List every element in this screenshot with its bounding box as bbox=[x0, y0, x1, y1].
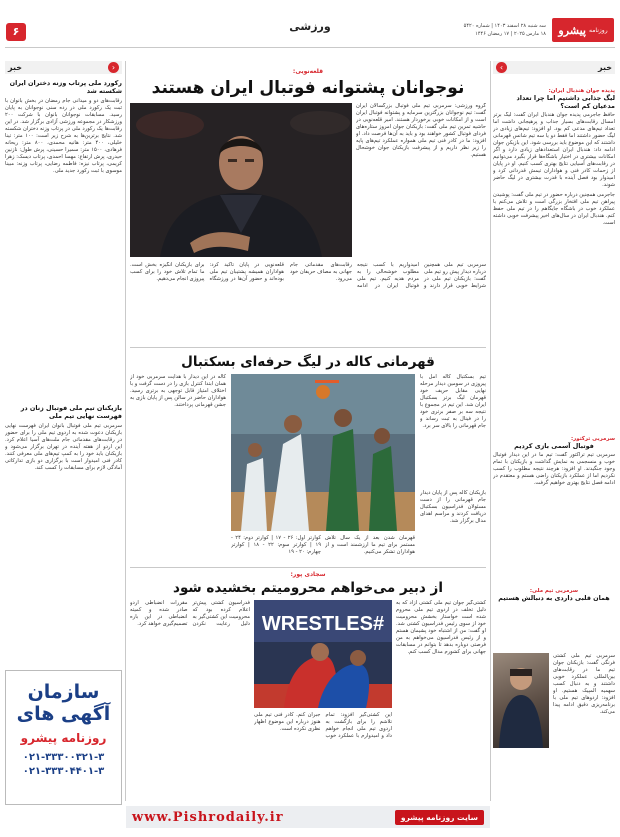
lead-body-2: سرمربی تیم ملی همچنین درباره دیدار پیش رو تیم ملی گفت: بازیکنان تیم ملی در شرایط خوبی قرار دارند و امیدواریم با کسب نتیجه مطلوب خوشحالی را به مردم هدیه کنیم. تیم ملی فوتبال ایران در ادامه رقابت‌های مقدماتی جام جهانی به مصاف حریفان خود می‌رود. bbox=[290, 262, 486, 289]
player-silhouette-icon bbox=[493, 653, 549, 748]
left-headline-2: بازیکنان تیم ملی فوتبال زنان در فهرست نهایی تیم ملی bbox=[20, 404, 122, 420]
wrestling-headline: از دبیر می‌خواهم محرومیتم بخشیده شود bbox=[173, 580, 443, 596]
right-body-1 bbox=[493, 112, 615, 430]
svg-text:#WRESTLES: #WRESTLES bbox=[261, 613, 385, 635]
wrestling-kicker: سجادی پور: bbox=[290, 571, 326, 578]
left-column-divider bbox=[125, 61, 126, 801]
ad-title-2: آگهی های bbox=[16, 703, 111, 725]
arrow-left-icon: ‹ bbox=[108, 62, 119, 73]
left-headline-1: رکورد ملی پرتاب وزنه دختران ایران شکسته شد bbox=[9, 79, 122, 95]
left-section-label: خبر bbox=[8, 63, 23, 72]
page-number-badge: ۶ bbox=[6, 23, 26, 41]
right-body-1a: حافظ جاجرمی پدیده جوان هندبال ایران گفت: لیگ برتر امسال رقابت‌های بسیار جذاب و پرهیجانی داشت اما تعداد تیم‌های مدعی کم بود. او افزود: تیم‌های زیادی در لیگ حضور داشتند اما فقط دو یا سه تیم شانس قهرمانی داشتند که این موضوع باید بررسی شود. این بازیکن جوان ادامه داد: هندبال ایران استعدادهای زیادی دارد و اگر امکانات بیشتری در اختیار باشگاه‌ها قرار بگیرد می‌توانیم در رقابت‌های آسیایی نتایج بهتری کسب کنیم. او در پایان از زحمات کادر فنی و هواداران تیمش قدردانی کرد و امیدوار بود فصل آینده با قدرت بیشتری در لیگ حاضر شوند. bbox=[493, 112, 615, 188]
right-headline-1: لیگ جذابی داشتیم اما چرا تعداد مدعیان کم است؟ bbox=[516, 94, 615, 110]
arrow-right-icon: › bbox=[496, 62, 507, 73]
handball-photo bbox=[493, 653, 549, 748]
footer-bar bbox=[126, 806, 490, 828]
wrestling-photo bbox=[254, 600, 392, 708]
wrestling-body-3: فدراسیون کشتی پیش‌تر اعلام کرده بود که محرومیت این کشتی‌گیر به دلیل رعایت نکردن مقررات انضباطی اردو صادر شده و کمیته انضباطی در این باره تصمیم‌گیری خواهد کرد. bbox=[130, 600, 250, 627]
basketball-photo bbox=[231, 374, 415, 531]
right-section-header bbox=[493, 61, 615, 74]
ad-phone-1[interactable]: ۰۲۱-۳۳۳۰۰۳۲۱-۳ bbox=[22, 752, 105, 763]
basketball-body-4: بازیکنان کاله پس از پایان دیدار جام قهرمانی را از دست مسئولان فدراسیون بسکتبال دریافت کردند و مراسم اهدای مدال برگزار شد. bbox=[420, 490, 486, 524]
left-section-header bbox=[5, 61, 122, 74]
issue-info bbox=[464, 22, 546, 38]
right-kicker-2: سرمربی ترکتور: bbox=[570, 436, 615, 442]
ad-phone-2[interactable]: ۰۲۱-۳۳۳۰۴۴۰۱-۳ bbox=[22, 766, 105, 777]
right-column-divider bbox=[490, 61, 491, 801]
footer-url[interactable]: www.Pishrodaily.ir bbox=[132, 809, 284, 825]
wrestling-match-icon bbox=[254, 600, 392, 708]
ad-box bbox=[5, 670, 122, 805]
masthead bbox=[0, 0, 620, 40]
right-headline-3: همان قلبی داردی به دنبالش هستیم bbox=[498, 594, 610, 602]
coach-portrait-icon bbox=[130, 103, 352, 257]
right-body-1b: جاجرمی همچنین درباره حضور در تیم ملی گفت: پوشیدن پیراهن تیم ملی افتخار بزرگی است و تلاش می‌کنم با عملکرد خوب در باشگاه جایگاهم را در تیم ملی حفظ کنم. هندبال ایران در سال‌های اخیر پیشرفت خوبی داشته است. bbox=[493, 192, 615, 226]
right-column bbox=[493, 61, 615, 781]
ad-title-1: سازمان bbox=[27, 681, 100, 703]
lead-photo bbox=[130, 103, 352, 257]
lead-body-1: گروه ورزشی: سرمربی تیم ملی فوتبال بزرگسالان ایران گفت: تیم نوجوانان بزرگترین سرمایه و پشتوانه فوتبال ایران است و از امکانات خوبی برخوردار هستند. امیر قلعه‌نویی در حاشیه تمرین تیم ملی گفت: بازیکنان جوان امروز ستاره‌های فردای فوتبال کشور خواهند بود و باید به آن‌ها فرصت داد. او افزود: ما در کادر فنی تیم ملی همواره عملکرد تیم‌های پایه را زیر نظر داریم و از پیشرفت بازیکنان جوان خوشحال هستیم. bbox=[356, 103, 486, 158]
basketball-headline: قهرمانی کاله در لیگ حرفه‌ای بسکتبال bbox=[181, 354, 435, 370]
lead-body-3: قلعه‌نویی در پایان تاکید کرد: هواداران همیشه پشتیبان تیم ملی بوده‌اند و حضور آن‌ها در ورزشگاه برای بازیکنان انگیزه بخش است. ما تمام تلاش خود را برای کسب پیروزی انجام می‌دهیم. bbox=[130, 262, 284, 282]
basketball-scores: کوارتر اول: ۲۶ - ۱۷ | کوارتر دوم: ۲۴ - ۱۹ | کوارتر سوم: ۲۲ - ۱۸ | کوارتر چهارم: ۲۰ - ۱۹ bbox=[231, 535, 321, 555]
left-body-1: رقابت‌های دو و میدانی جام رمضان در بخش بانوان با ثبت یک رکورد ملی در رده سنی نوجوانان به پایان رسید. مسابقات نوجوانان بانوان با شرکت ۲۰۰ ورزشکار در مجموعه ورزشی آزادی برگزار شد. در این رقابت‌ها یک رکورد ملی در پرتاب وزنه دختران شکسته شد. نتایج برترین‌ها به شرح زیر است: ۱۰۰ متر: تینا خلیلی، ۴۰۰ متر: هانیه محمدی، ۸۰۰ متر: ریحانه فرهادی، ۱۵۰۰ متر: سمیرا حسینی، پرش طول: نازنین حیدری، پرش ارتفاع: مهسا احمدی، پرتاب دیسک: زهرا کریمی، پرتاب نیزه: فاطمه رضایی، پرتاب وزنه: مبینا موسوی با ثبت رکورد جدید ملی. bbox=[5, 98, 122, 174]
footer-site-label: سایت روزنامه پیشرو bbox=[395, 810, 484, 825]
wrestling-body-1: کشتی‌گیر جوان تیم ملی کشتی آزاد که به دلیل تخلف در اردوی تیم ملی محروم شده است خواستار بخشش محرومیت خود از سوی رئیس فدراسیون کشتی شد. او گفت: من از اشتباه خود پشیمان هستم و از رئیس فدراسیون می‌خواهم به من فرصتی دوباره بدهد تا بتوانم در مسابقات جهانی برای کشورم مدال کسب کنم. bbox=[396, 600, 486, 655]
lead-kicker: قلعه‌نویی: bbox=[292, 68, 324, 75]
left-body-2: سرمربی تیم ملی فوتبال بانوان ایران فهرست نهایی بازیکنان دعوت شده به اردوی تیم ملی را برای حضور در رقابت‌های مقدماتی جام ملت‌های آسیا اعلام کرد. این اردو از هفته آینده در تهران برگزار می‌شود و بازیکنان باید خود را به کمپ تیم‌های ملی معرفی کنند. کادر فنی امیدوار است با برگزاری دو بازی تدارکاتی آمادگی لازم برای مسابقات را کسب کند. bbox=[5, 423, 122, 471]
basketball-body-1: تیم بسکتبال کاله آمل با پیروزی در سومین دیدار مرحله نهایی مقابل حریف خود قهرمان لیگ برتر بسکتبال ایران شد. این تیم در مجموع با نتیجه سه بر صفر برتری خود را در فینال به ثبت رساند و جام قهرمانی را بالای سر برد. bbox=[420, 374, 486, 429]
right-body-3: سرمربی تیم ملی کشتی فرنگی گفت: بازیکنان جوان تیم ما در رقابت‌های بین‌المللی عملکرد خوبی داشتند و به دنبال کسب سهمیه المپیک هستیم. او افزود: اردوهای تیم ملی با برنامه‌ریزی دقیق ادامه پیدا می‌کند. bbox=[553, 653, 615, 715]
logo-main-text: پیشرو bbox=[558, 23, 586, 37]
right-section-label: خبر bbox=[597, 63, 612, 72]
issue-line-1: سه شنبه ۲۸ اسفند ۱۴۰۳ | شماره ۵۴۲۰ bbox=[463, 23, 546, 29]
masthead-rule bbox=[5, 47, 615, 48]
issue-line-2: ۱۸ مارس ۲۰۲۵ | ۱۷ رمضان ۱۴۴۶ bbox=[475, 31, 546, 37]
logo-box bbox=[552, 18, 614, 42]
right-kicker-3: سرمربی تیم ملی: bbox=[529, 588, 579, 594]
basketball-divider bbox=[130, 567, 486, 568]
logo-small-text: روزنامه bbox=[588, 26, 608, 34]
basketball-body-3: قهرمان شدن بعد از یک سال تلاش مستمر برای تیم ما ارزشمند است و از هواداران تشکر می‌کنیم. bbox=[325, 535, 415, 555]
right-headline-2: فوتبال آسمی بازی کردیم bbox=[514, 442, 594, 450]
right-kicker-1: پدیده جوان هندبال ایران: bbox=[548, 88, 615, 94]
section-title: ورزشی bbox=[289, 20, 331, 33]
basketball-body-2: کاله در این دیدار با هدایت سرمربی خود از همان ابتدا کنترل بازی را در دست گرفت و با اختلاف امتیاز قابل توجهی به برتری رسید. هواداران حاضر در سالن پس از پایان بازی به جشن قهرمانی پرداختند. bbox=[130, 374, 226, 408]
right-body-2: سرمربی تیم تراکتور گفت: تیم ما در این دیدار فوتبال خوب و منسجمی به نمایش گذاشت و بازیکنان با تمام وجود جنگیدند. او افزود: هرچند نتیجه مطلوب را کسب نکردیم اما از عملکرد بازیکنان راضی هستم و معتقدم در ادامه فصل نتایج بهتری خواهیم گرفت. bbox=[493, 452, 615, 486]
ad-paper: روزنامه پیشرو bbox=[20, 731, 107, 745]
lead-headline: نوجوانان پشتوانه فوتبال ایران هستند bbox=[151, 78, 465, 98]
wrestling-body-2: این کشتی‌گیر افزود: تمام تلاشم را برای بازگشت به اردوی تیم ملی انجام خواهم داد و امیدوارم با عملکرد خوب جبران کنم. کادر فنی تیم ملی هنوز درباره این موضوع اظهار نظری نکرده است. bbox=[254, 712, 392, 739]
basketball-game-icon bbox=[231, 374, 415, 531]
lead-divider bbox=[130, 347, 486, 348]
